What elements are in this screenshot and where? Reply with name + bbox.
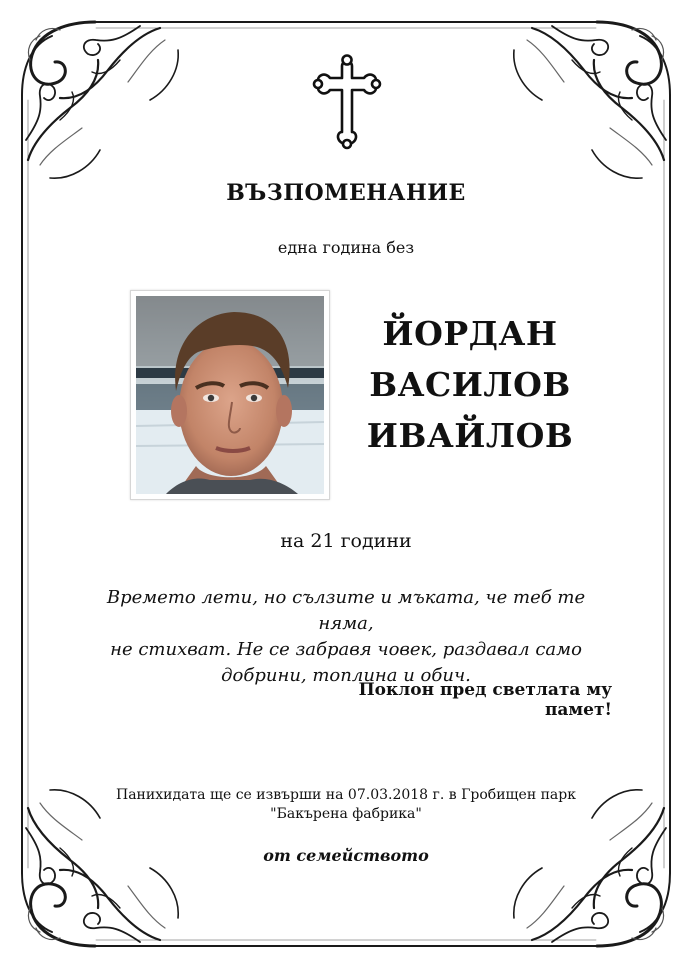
notice-line: Панихидата ще се извърши на 07.03.2018 г. в Гробищен парк xyxy=(116,787,576,803)
age-text: на 21 години xyxy=(280,530,412,552)
deceased-name xyxy=(350,308,590,461)
corner-ornament-top-left xyxy=(22,22,178,178)
tribute-text: Поклон пред светлата му памет! xyxy=(358,680,612,720)
portrait-photo-frame xyxy=(130,290,330,500)
family-signature: от семейството xyxy=(263,846,429,865)
cross-icon xyxy=(312,52,382,150)
name-middle: ВАСИЛОВ xyxy=(369,365,571,404)
corner-ornament-top-right xyxy=(514,22,670,178)
verse-line: не стихват. Не се забравя човек, раздавал само xyxy=(110,639,582,660)
memorial-verse xyxy=(80,585,612,689)
portrait-image xyxy=(136,296,324,494)
verse-line: добрини, топлина и обич. xyxy=(221,665,471,686)
verse-line: Времето лети, но сълзите и мъката, че теб те няма, xyxy=(106,587,586,634)
name-first: ЙОРДАН xyxy=(382,314,558,353)
memorial-service-notice xyxy=(60,786,632,824)
heading: ВЪЗПОМЕНАНИЕ xyxy=(226,180,466,206)
portrait-photo xyxy=(136,296,324,494)
subheading: една година без xyxy=(277,238,415,257)
notice-line: "Бакърена фабрика" xyxy=(270,806,422,822)
name-last: ИВАЙЛОВ xyxy=(366,416,574,455)
